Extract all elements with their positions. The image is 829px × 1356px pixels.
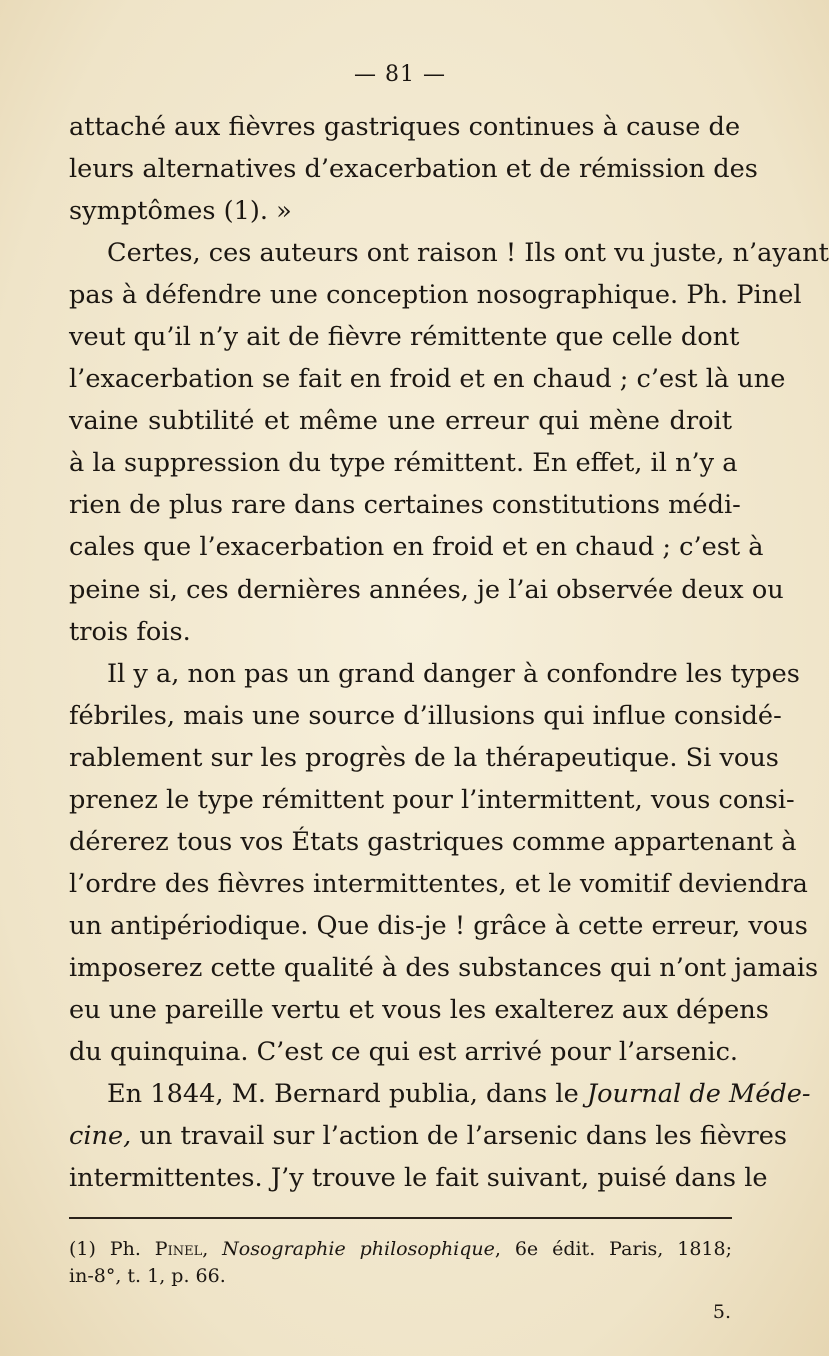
text-line: l’ordre des fièvres intermittentes, et le vomitif deviendra bbox=[69, 868, 808, 899]
journal-title: Journal de Méde- bbox=[586, 1079, 811, 1110]
text-line: cales que l’exacerbation en froid et en chaud ; c’est à bbox=[69, 532, 764, 563]
footnote-line bbox=[69, 1236, 732, 1263]
text-segment: En 1844, M. Bernard publia, dans le bbox=[107, 1079, 587, 1110]
text-line: intermittentes. J’y trouve le fait suivant, puisé dans le bbox=[69, 1163, 768, 1194]
text-line: imposerez cette qualité à des substances qui n’ont jamais bbox=[69, 952, 819, 983]
text-line: l’exacerbation se fait en froid et en chaud ; c’est là une bbox=[69, 364, 786, 395]
text-line: pas à défendre une conception nosographique. Ph. Pinel bbox=[69, 280, 802, 311]
text-line: vaine subtilité et même une erreur qui mène droit bbox=[69, 406, 732, 437]
text-segment: un travail sur l’action de l’arsenic dans les fièvres bbox=[131, 1121, 788, 1152]
footnote bbox=[69, 1236, 732, 1290]
text-line: Il y a, non pas un grand danger à confondre les types bbox=[107, 658, 800, 689]
text-line bbox=[69, 1115, 788, 1157]
text-line: à la suppression du type rémittent. En effet, il n’y a bbox=[69, 448, 738, 479]
footnote-rest: , 6e édit. Paris, 1818; bbox=[494, 1238, 732, 1260]
text-line: leurs alternatives d’exacerbation et de rémission des bbox=[69, 154, 758, 185]
text-line: symptômes (1). » bbox=[69, 196, 292, 227]
text-line: peine si, ces dernières années, je l’ai observée deux ou bbox=[69, 574, 784, 605]
journal-title-cont: cine, bbox=[69, 1121, 132, 1152]
footnote-line: in-8°, t. 1, p. 66. bbox=[69, 1265, 226, 1287]
footnote-rule bbox=[69, 1217, 732, 1219]
text-line: Certes, ces auteurs ont raison ! Ils ont vu juste, n’ayant bbox=[107, 238, 829, 269]
footnote-marker: (1) Ph. bbox=[69, 1238, 155, 1260]
text-line: rien de plus rare dans certaines constitutions médi- bbox=[69, 490, 741, 521]
text-line: fébriles, mais une source d’illusions qui influe considé- bbox=[69, 700, 782, 731]
text-line: trois fois. bbox=[69, 616, 191, 647]
text-line bbox=[69, 1073, 811, 1115]
text-line: du quinquina. C’est ce qui est arrivé pour l’arsenic. bbox=[69, 1037, 739, 1068]
text-line: prenez le type rémittent pour l’intermittent, vous consi- bbox=[69, 784, 795, 815]
page-number: — 81 — bbox=[354, 62, 446, 87]
signature-mark: 5. bbox=[712, 1301, 731, 1323]
text-line: veut qu’il n’y ait de fièvre rémittente que celle dont bbox=[69, 322, 740, 353]
text-line: attaché aux fièvres gastriques continues à cause de bbox=[69, 112, 741, 142]
text-line: rablement sur les progrès de la thérapeutique. Si vous bbox=[69, 742, 779, 773]
text-line: eu une pareille vertu et vous les exalterez aux dépens bbox=[69, 994, 769, 1025]
body-text bbox=[69, 106, 829, 1199]
text-line: dérerez tous vos États gastriques comme appartenant à bbox=[69, 826, 797, 857]
footnote-author: Pinel bbox=[154, 1238, 203, 1260]
text-line: un antipériodique. Que dis-je ! grâce à cette erreur, vous bbox=[69, 910, 808, 941]
footnote-sep: , bbox=[202, 1238, 223, 1260]
footnote-title: Nosographie philosophique bbox=[222, 1238, 495, 1260]
